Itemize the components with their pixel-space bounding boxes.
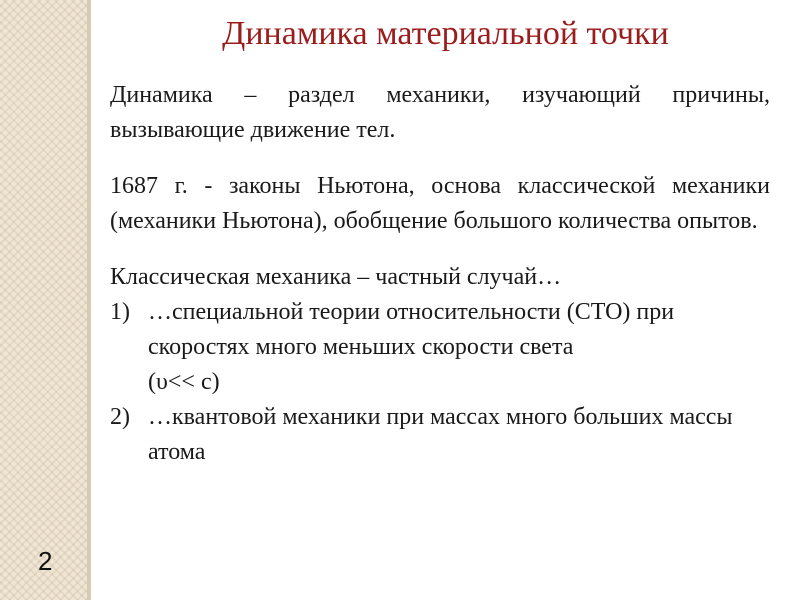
slide-title: Динамика материальной точки bbox=[222, 15, 669, 52]
definition-paragraph: Динамика – раздел механики, изучающий причины, вызывающие движение тел. bbox=[110, 82, 770, 143]
side-band-border bbox=[87, 0, 91, 600]
history-paragraph: 1687 г. - законы Ньютона, основа классической механики (механики Ньютона), обобщение большого количества опытов. bbox=[110, 173, 770, 234]
classical-mechanics-intro: Классическая механика – частный случай… bbox=[110, 264, 562, 290]
list-item bbox=[110, 295, 770, 400]
list-item-text bbox=[148, 295, 770, 400]
case-description: …квантовой механики при массах много больших массы атома bbox=[148, 404, 733, 465]
slide-number: 2 bbox=[38, 546, 53, 576]
list-item bbox=[110, 400, 770, 470]
slide-body bbox=[110, 78, 770, 470]
case-description: …специальной теории относительности (СТО) при скоростях много меньших скорости света bbox=[148, 299, 675, 360]
speed-condition: (υ<< c) bbox=[148, 369, 220, 395]
cases-list bbox=[110, 295, 770, 470]
decorative-side-band bbox=[0, 0, 87, 600]
list-item-number: 2) bbox=[110, 404, 130, 430]
list-item-number: 1) bbox=[110, 299, 130, 325]
